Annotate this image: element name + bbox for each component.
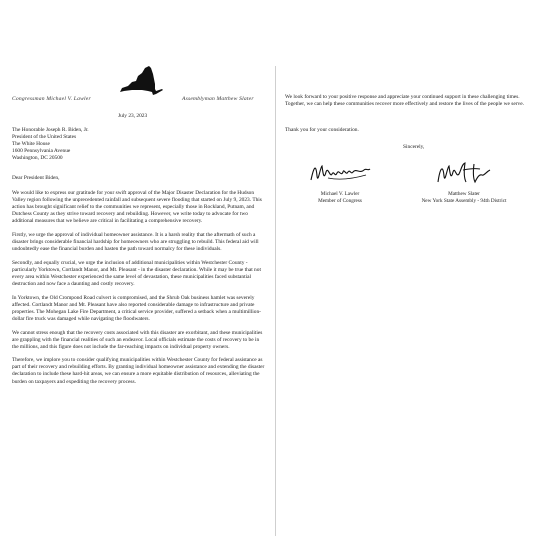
letterhead-assemblyman: Assemblyman Matthew Slater [182, 96, 254, 102]
letterhead-congressman: Congressman Michael V. Lawler [12, 96, 91, 102]
recipient-line: President of the United States [12, 134, 77, 141]
body-paragraph: Therefore, we implore you to consider qualifying municipalities within Westchester County for federal assistance as part of their recovery and rebuilding efforts. By granting individual homeowner assistance and extending the disaster declaration to include these hard-hit areas, we can ensure a more equitable distribution of resources, alleviating the burden on taxpayers and expediting the recovery process. [12, 357, 265, 385]
body-paragraph: In Yorktown, the Old Crompond Road culvert is compromised, and the Shrub Oak business hamlet was severely affected. Cortlandt Manor and Mt. Pleasant have also reported considerable damage to infrastructure and private properties. The Mohegan Lake Fire Department, a critical service provider, suffered a setback when a multimillion-dollar fire truck was damaged while navigating the floodwaters. [12, 294, 261, 322]
signer-title: New York State Assembly - 94th District [421, 198, 507, 204]
salutation: Dear President Biden, [12, 175, 60, 181]
body-paragraph: We cannot stress enough that the recovery costs associated with this disaster are exorbitant, and these municipalities are grappling with the financial realities of such an endeavor. Local officials estimate the costs of recovery to be in the millions, and this figure does not include the far-reaching impacts on individual property owners. [12, 329, 263, 350]
sincerely-line: Sincerely, [403, 144, 425, 150]
signer-slater [404, 191, 524, 205]
recipient-line: The Honorable Joseph R. Biden, Jr. [12, 127, 89, 133]
recipient-line: The White House [12, 141, 50, 148]
signature-slater-image [434, 158, 494, 188]
new-york-state-map-icon [118, 64, 164, 98]
body-paragraph: Firstly, we urge the approval of individual homeowner assistance. It is a harsh reality that the aftermath of such a disaster brings considerable financial hardship for homeowners who are struggling to rebuild. This federal aid will undoubtedly ease the financial burden and hasten the path toward normalcy for these individuals. [12, 231, 259, 253]
letter-body [12, 190, 266, 392]
recipient-line: 1600 Pennsylvania Avenue [12, 148, 71, 155]
recipient-address [12, 127, 89, 162]
recipient-line: Washington, DC 20500 [12, 155, 63, 162]
closing-section [285, 94, 539, 114]
thank-you-line: Thank you for your consideration. [285, 127, 359, 133]
signer-title: Member of Congress [318, 198, 362, 204]
letter-date: July 23, 2023 [118, 113, 148, 119]
signature-lawler-image [308, 160, 372, 188]
body-paragraph: Secondly, and equally crucial, we urge the inclusion of additional municipalities within Westchester County - particularly Yorktown, Cortlandt Manor, and Mt. Pleasant - in the disaster declaration. While it may be true that not every area within Westchester experienced the same level of devastation, these municipalities faced substantial destruction and now face a daunting and costly recovery. [12, 259, 261, 288]
signer-lawler [300, 191, 380, 205]
body-paragraph: We would like to express our gratitude for your swift approval of the Major Disaster Declaration for the Hudson Valley region following the unprecedented rainfall and subsequent severe flooding that started on July 9, 2023. This action has brought significant relief to the communities we represent, especially those in Rockland, Putnam, and Dutchess County as they strive toward recovery and rebuilding. However, we write today to advocate for two additional measures that we believe are critical in facilitating a comprehensive recovery. [12, 190, 262, 225]
signer-name: Michael V. Lawler [320, 191, 360, 197]
signer-name: Matthew Slater [448, 191, 480, 197]
closing-paragraph: We look forward to your positive response and appreciate your continued support in these challenging times. Together, we can help these communities recover more effectively and restore the lives of the people we serve. [285, 94, 524, 108]
column-divider [275, 66, 276, 536]
